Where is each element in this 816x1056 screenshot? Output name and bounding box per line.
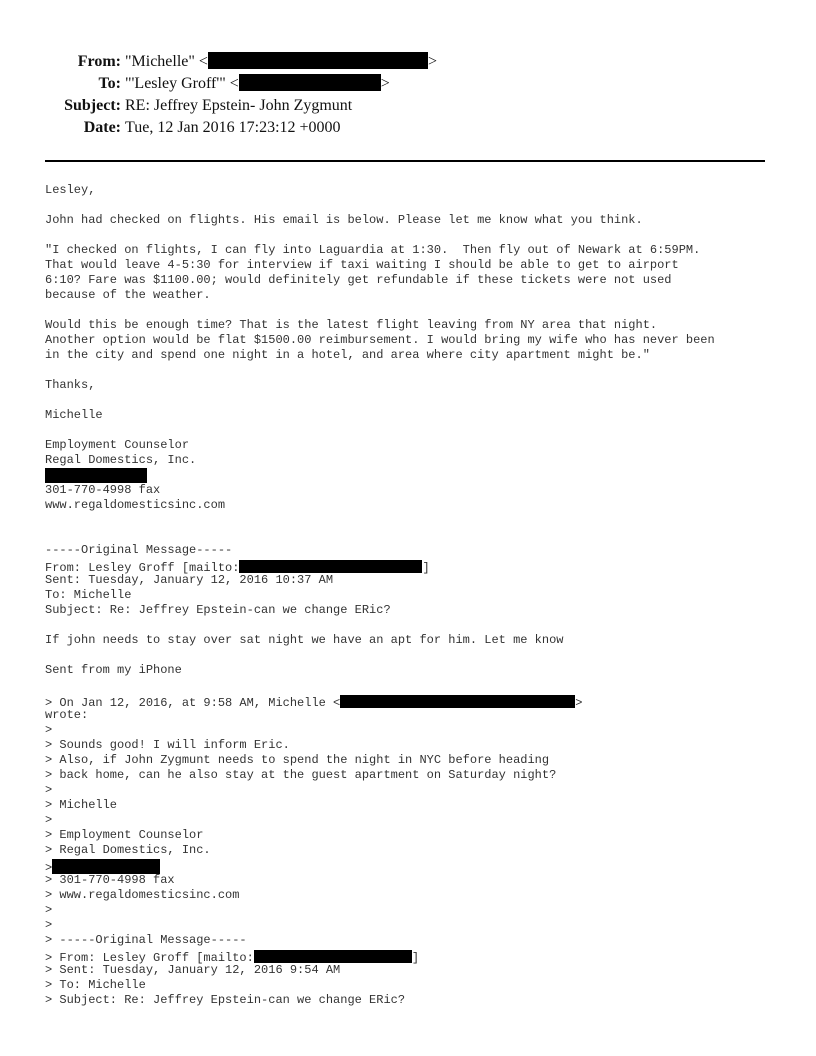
signer-name: Michelle <box>45 408 103 422</box>
quoted-blank: > <box>45 813 53 827</box>
orig-sent-from: Sent from my iPhone <box>45 663 182 677</box>
quoted-wrote: wrote: <box>45 708 89 722</box>
quote-line: Would this be enough time? That is the latest flight leaving from NY area that night. <box>45 318 658 332</box>
quoted-blank: > <box>45 903 53 917</box>
quoted-blank: > <box>45 918 53 932</box>
quoted-signer: > Michelle <box>45 798 118 812</box>
from-close: > <box>427 53 437 70</box>
to-row <box>0 73 400 95</box>
quoted-subject: > Subject: Re: Jeffrey Epstein-can we change ERic? <box>45 993 406 1007</box>
quote-line: in the city and spend one night in a hotel, and area where city apartment might be." <box>45 348 650 362</box>
body-paragraph: John had checked on flights. His email is below. Please let me know what you think. <box>45 213 643 227</box>
subject-row <box>0 95 400 117</box>
date-label: Date: <box>83 119 121 136</box>
quoted-title: > Employment Counselor <box>45 828 204 842</box>
quoted-company: > Regal Domestics, Inc. <box>45 843 211 857</box>
redaction-block <box>254 950 412 963</box>
redaction-block <box>340 695 575 708</box>
quoted-from-row <box>45 948 582 963</box>
orig-subject: Subject: Re: Jeffrey Epstein-can we change ERic? <box>45 603 391 617</box>
thanks: Thanks, <box>45 378 96 392</box>
signature-fax: 301-770-4998 fax <box>45 483 161 497</box>
quoted-blank: > <box>45 783 53 797</box>
signature-title: Employment Counselor <box>45 438 190 452</box>
subject-label: Subject: <box>64 97 121 114</box>
quoted-line: > Also, if John Zygmunt needs to spend the night in NYC before heading <box>45 753 550 767</box>
quoted-website: > www.regaldomesticsinc.com <box>45 888 240 902</box>
email-header <box>0 51 437 139</box>
subject-value: RE: Jeffrey Epstein- John Zygmunt <box>125 97 353 114</box>
signature-redaction <box>45 468 715 483</box>
to-value: "'Lesley Groff'" < <box>125 75 239 92</box>
from-row <box>0 51 437 73</box>
quote-line: That would leave 4-5:30 for interview if taxi waiting I should be able to get to airport <box>45 258 679 272</box>
redaction-block <box>45 468 147 483</box>
quote-line: "I checked on flights, I can fly into Laguardia at 1:30. Then fly out of Newark at 6:59PM. <box>45 243 701 257</box>
redaction-block <box>208 52 428 69</box>
date-value: Tue, 12 Jan 2016 17:23:12 +0000 <box>125 119 341 136</box>
signature-website: www.regaldomesticsinc.com <box>45 498 226 512</box>
quoted-on-close: > <box>575 696 583 710</box>
orig-from-close: ] <box>422 561 430 575</box>
from-label: From: <box>77 53 121 70</box>
from-value: "Michelle" < <box>125 53 208 70</box>
redaction-block <box>52 859 160 874</box>
greeting: Lesley, <box>45 183 96 197</box>
header-divider <box>45 160 765 162</box>
quoted-fax: > 301-770-4998 fax <box>45 873 175 887</box>
quoted-redaction-row <box>45 858 582 873</box>
quoted-sent: > Sent: Tuesday, January 12, 2016 9:54 AM <box>45 963 341 977</box>
quote-line: 6:10? Fare was $1100.00; would definitely get refundable if these tickets were not used <box>45 273 672 287</box>
date-row <box>0 117 400 139</box>
orig-to: To: Michelle <box>45 588 132 602</box>
quote-line: because of the weather. <box>45 288 211 302</box>
redaction-block <box>239 560 422 573</box>
quoted-line: > Sounds good! I will inform Eric. <box>45 738 290 752</box>
quoted-blank: > <box>45 723 53 737</box>
to-close: > <box>380 75 390 92</box>
original-message-1 <box>45 543 582 1008</box>
orig-sent: Sent: Tuesday, January 12, 2016 10:37 AM <box>45 573 334 587</box>
quoted-redact-prefix: > <box>45 861 53 875</box>
quoted-on: > On Jan 12, 2016, at 9:58 AM, Michelle < <box>45 696 341 710</box>
quoted-from: > From: Lesley Groff [mailto: <box>45 951 254 965</box>
orig-from-row <box>45 558 582 573</box>
email-body <box>45 183 715 513</box>
quoted-line: > back home, can he also stay at the guest apartment on Saturday night? <box>45 768 557 782</box>
signature-company: Regal Domestics, Inc. <box>45 453 197 467</box>
redaction-block <box>239 74 381 91</box>
original-message-divider: -----Original Message----- <box>45 543 233 557</box>
quoted-from-close: ] <box>411 951 420 965</box>
quoted-divider: > -----Original Message----- <box>45 933 247 947</box>
quoted-on-row <box>45 693 582 708</box>
orig-text: If john needs to stay over sat night we have an apt for him. Let me know <box>45 633 564 647</box>
quoted-to: > To: Michelle <box>45 978 146 992</box>
quote-line: Another option would be flat $1500.00 reimbursement. I would bring my wife who has never been <box>45 333 715 347</box>
orig-from: From: Lesley Groff [mailto: <box>45 561 240 575</box>
to-label: To: <box>98 75 121 92</box>
